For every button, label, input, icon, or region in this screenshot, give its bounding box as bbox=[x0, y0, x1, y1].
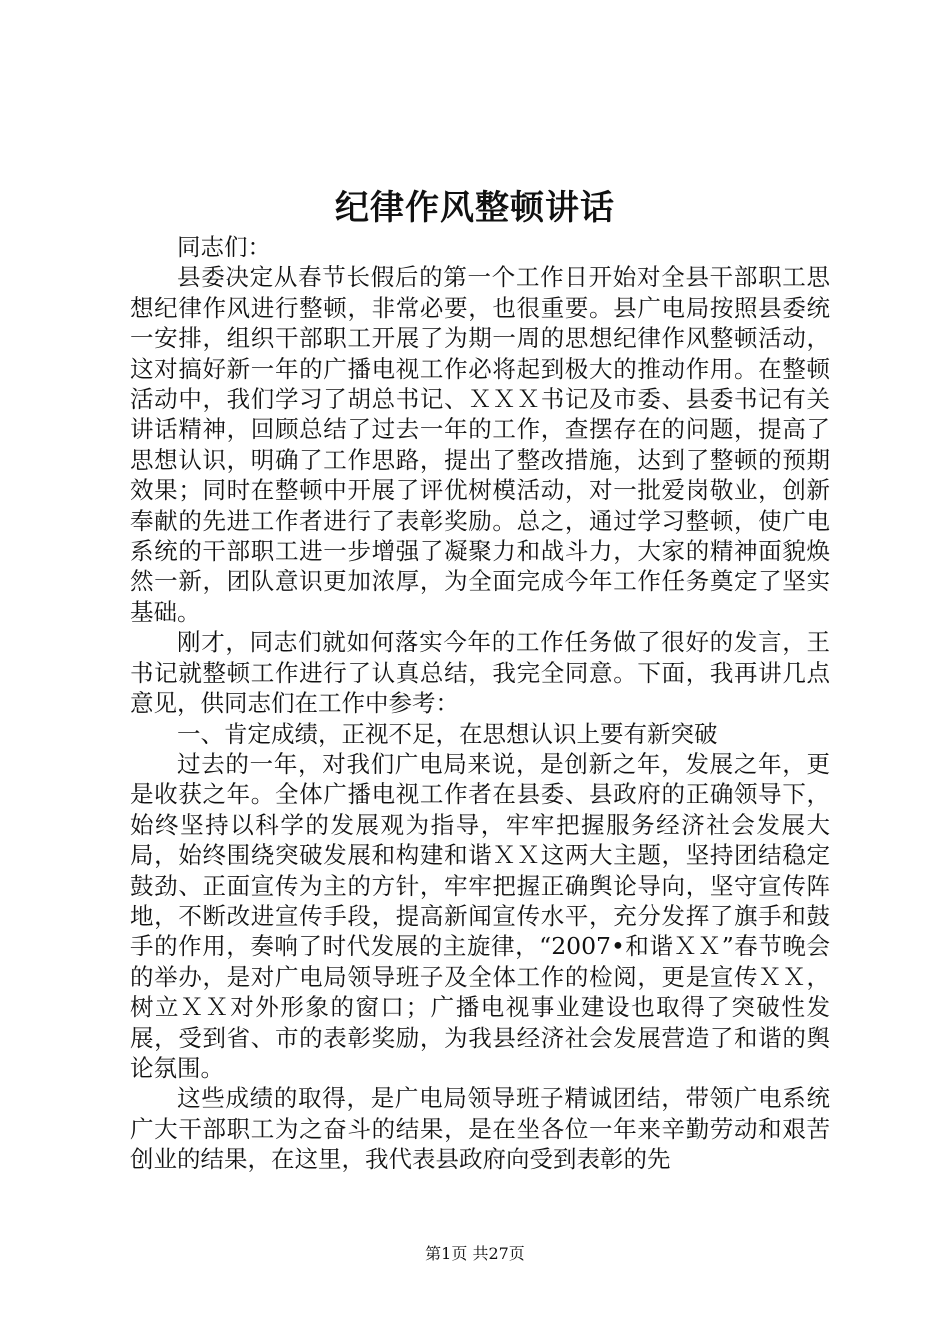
body-paragraph: 这些成绩的取得，是广电局领导班子精诚团结，带领广电系统广大干部职工为之奋斗的结果，是在坐各位一年来辛勤劳动和艰苦创业的结果，在这里，我代表县政府向受到表彰的先 bbox=[130, 1084, 830, 1174]
body-paragraph: 县委决定从春节长假后的第一个工作日开始对全县干部职工思想纪律作风进行整顿，非常必要，也很重要。县广电局按照县委统一安排，组织干部职工开展了为期一周的思想纪律作风整顿活动，这对搞好新一年的广播电视工作必将起到极大的推动作用。在整顿活动中，我们学习了胡总书记、ＸＸＸ书记及市委、县委书记有关讲话精神，回顾总结了过去一年的工作，查摆存在的问题，提高了思想认识，明确了工作思路，提出了整改措施，达到了整顿的预期效果；同时在整顿中开展了评优树模活动，对一批爱岗敬业，创新奉献的先进工作者进行了表彰奖励。总之，通过学习整顿，使广电系统的干部职工进一步增强了凝聚力和战斗力，大家的精神面貌焕然一新，团队意识更加浓厚，为全面完成今年工作任务奠定了坚实基础。 bbox=[130, 263, 830, 626]
body-paragraph: 过去的一年，对我们广电局来说，是创新之年，发展之年，更是收获之年。全体广播电视工作者在县委、县政府的正确领导下，始终坚持以科学的发展观为指导，牢牢把握服务经济社会发展大局，始终围绕突破发展和构建和谐ＸＸ这两大主题，坚持团结稳定鼓劲、正面宣传为主的方针，牢牢把握正确舆论导向，坚守宣传阵地，不断改进宣传手段，提高新闻宣传水平，充分发挥了旗手和鼓手的作用，奏响了时代发展的主旋律，“2007•和谐ＸＸ”春节晚会的举办，是对广电局领导班子及全体工作的检阅，更是宣传ＸＸ，树立ＸＸ对外形象的窗口；广播电视事业建设也取得了突破性发展，受到省、市的表彰奖励，为我县经济社会发展营造了和谐的舆论氛围。 bbox=[130, 749, 830, 1082]
salutation: 同志们： bbox=[177, 233, 271, 261]
document-body bbox=[130, 232, 830, 1175]
body-paragraph: 刚才，同志们就如何落实今年的工作任务做了很好的发言，王书记就整顿工作进行了认真总结，我完全同意。下面，我再讲几点意见，供同志们在工作中参考： bbox=[130, 628, 830, 718]
page-footer: 第1页 共27页 bbox=[425, 1244, 525, 1263]
document-title: 纪律作风整顿讲话 bbox=[335, 188, 615, 228]
section-heading: 一、肯定成绩，正视不足，在思想认识上要有新突破 bbox=[177, 719, 718, 748]
